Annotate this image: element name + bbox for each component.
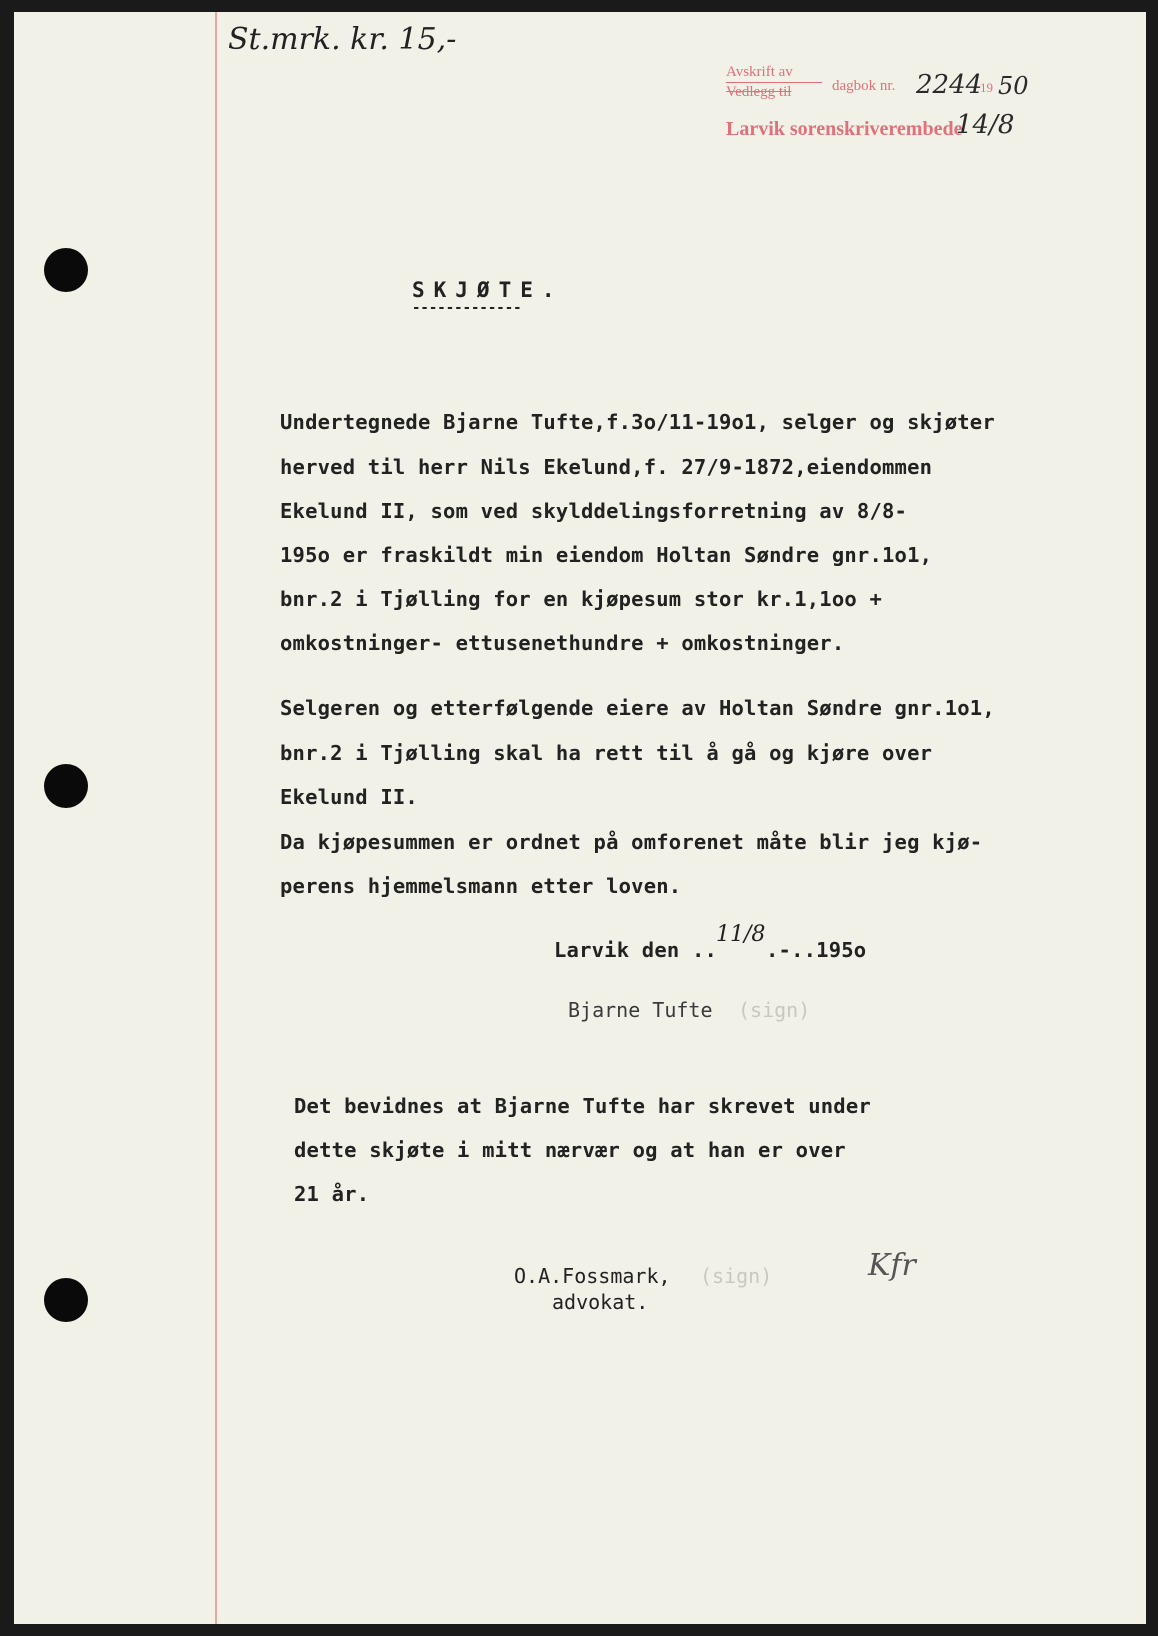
paragraph-line: bnr.2 i Tjølling for en kjøpesum stor kr.1,1oo + <box>280 587 883 611</box>
punch-hole <box>44 248 88 292</box>
document-page <box>14 12 1146 1624</box>
stamp-line3: Larvik sorenskriverembede <box>726 118 963 140</box>
paragraph-line: Undertegnede Bjarne Tufte,f.3o/11-19o1, selger og skjøter <box>280 410 995 434</box>
paragraph-line: herved til herr Nils Ekelund,f. 27/9-1872,eiendommen <box>280 455 933 479</box>
paragraph-line: Selgeren og etterfølgende eiere av Holtan Søndre gnr.1o1, <box>280 696 995 720</box>
place-date-handwritten: 11/8 <box>716 922 766 947</box>
stamp-date: 14/8 <box>956 110 1015 140</box>
stamp-year: 50 <box>998 72 1029 100</box>
initials: Kfr <box>868 1248 916 1283</box>
stamp-rule <box>726 82 822 83</box>
paragraph-line: perens hjemmelsmann etter loven. <box>280 874 682 898</box>
signer-note: (sign) <box>738 998 811 1022</box>
document-title: SKJØTE. <box>412 278 564 302</box>
attestation-line: Det bevidnes at Bjarne Tufte har skrevet under <box>294 1094 871 1118</box>
stamp-diary-number: 2244 <box>916 70 983 100</box>
signer-name: Bjarne Tufte <box>568 998 713 1022</box>
title-underline: ------------- <box>412 300 522 316</box>
attestation-line: 21 år. <box>294 1182 370 1206</box>
punch-hole <box>44 1278 88 1322</box>
place-date-prefix: Larvik den .. <box>554 938 718 962</box>
attestation-line: dette skjøte i mitt nærvær og at han er over <box>294 1138 846 1162</box>
stamp-line2: Vedlegg til <box>726 84 792 100</box>
paragraph-line: Ekelund II, som ved skylddelingsforretning av 8/8- <box>280 499 908 523</box>
witness-note: (sign) <box>700 1264 773 1288</box>
witness-title: advokat. <box>552 1290 649 1314</box>
margin-line <box>215 12 217 1624</box>
stamp-line1a: Avskrift av <box>726 64 793 80</box>
paragraph-line: bnr.2 i Tjølling skal ha rett til å gå og kjøre over <box>280 741 933 765</box>
paragraph-line: 195o er fraskildt min eiendom Holtan Søndre gnr.1o1, <box>280 543 933 567</box>
stamp-line1b: dagbok nr. <box>832 78 896 94</box>
punch-hole <box>44 764 88 808</box>
paragraph-line: omkostninger- ettusenethundre + omkostninger. <box>280 631 845 655</box>
witness-name: O.A.Fossmark, <box>514 1264 671 1288</box>
stamp-year-prefix: 19 <box>980 80 993 95</box>
handwritten-fee: St.mrk. kr. 15,- <box>228 22 457 57</box>
place-date-suffix: .-..195o <box>766 938 867 962</box>
paragraph-line: Ekelund II. <box>280 785 418 809</box>
paragraph-line: Da kjøpesummen er ordnet på omforenet måte blir jeg kjø- <box>280 830 983 854</box>
